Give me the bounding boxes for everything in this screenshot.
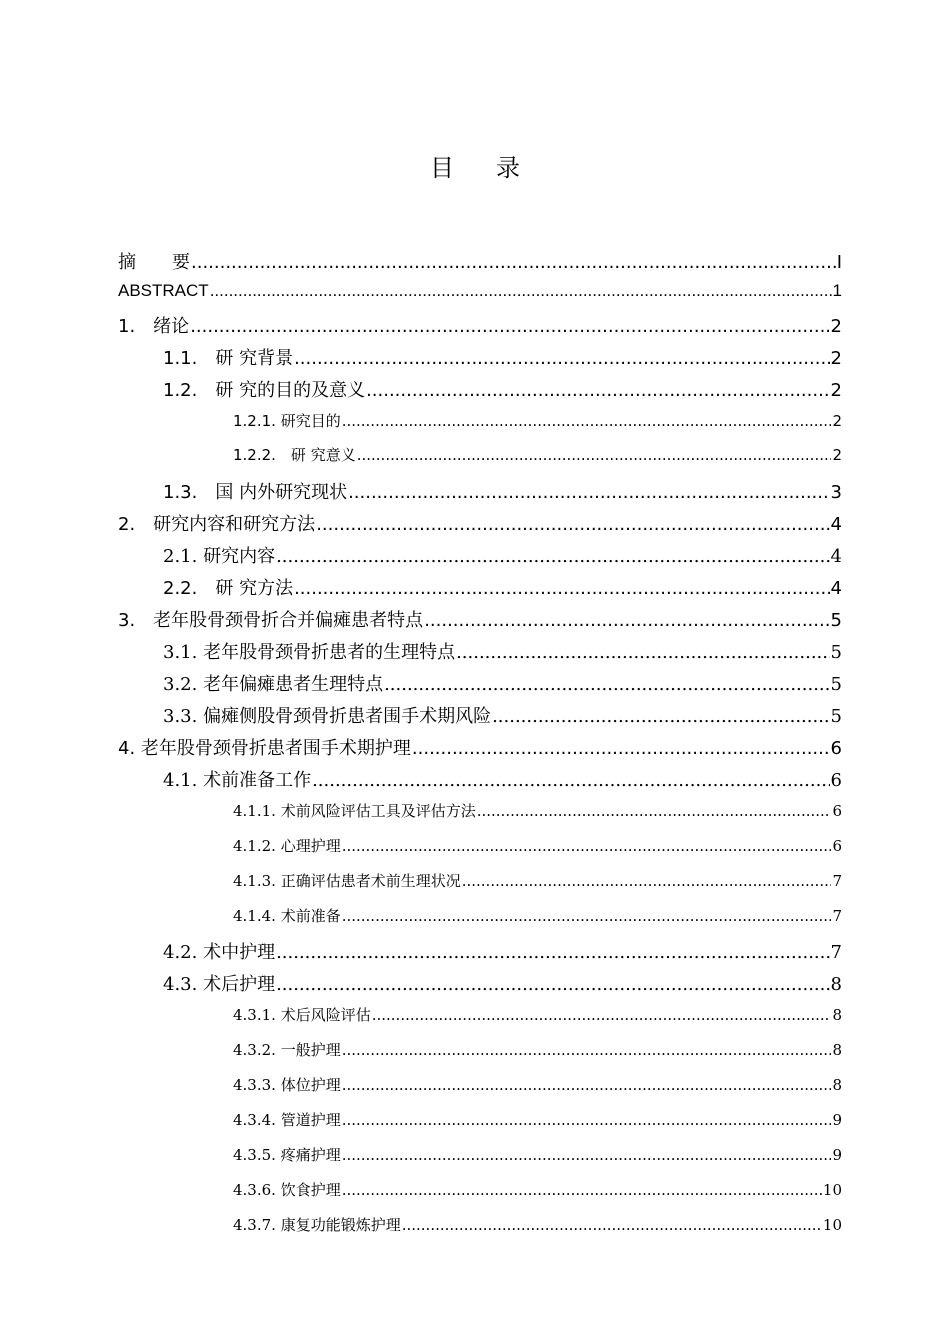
toc-entry[interactable] bbox=[0, 281, 842, 301]
toc-label: 3. 老年股骨颈骨折合并偏瘫患者特点 bbox=[118, 610, 424, 631]
toc-page: 5 bbox=[830, 642, 842, 663]
toc-page: 4 bbox=[830, 514, 842, 535]
toc-label: 4.2. 术中护理 bbox=[163, 942, 276, 963]
toc-entry[interactable] bbox=[0, 766, 842, 792]
toc-page: 10 bbox=[822, 1181, 842, 1199]
toc-label: 4.1. 术前准备工作 bbox=[163, 770, 312, 791]
toc-entry[interactable] bbox=[0, 1004, 842, 1025]
toc-entry[interactable] bbox=[0, 478, 842, 504]
toc-entry[interactable] bbox=[0, 444, 842, 465]
toc-page: 6 bbox=[832, 802, 842, 820]
toc-label: 摘 要 bbox=[118, 252, 190, 273]
toc-entry[interactable] bbox=[0, 1179, 842, 1200]
toc-label: 4. 老年股骨颈骨折患者围手术期护理 bbox=[118, 738, 411, 759]
toc-label: 3.3. 偏瘫侧股骨颈骨折患者围手术期风险 bbox=[163, 706, 492, 727]
toc-leader bbox=[294, 348, 829, 369]
toc-page: 7 bbox=[830, 942, 842, 963]
toc-page: 1 bbox=[832, 281, 842, 300]
toc-leader bbox=[342, 1181, 822, 1199]
toc-entry[interactable] bbox=[0, 702, 842, 728]
toc-label: 4.1.1. 术前风险评估工具及评估方法 bbox=[233, 802, 476, 820]
toc-leader bbox=[342, 1076, 832, 1094]
toc-page: 8 bbox=[830, 974, 842, 995]
toc-page: 8 bbox=[832, 1006, 842, 1024]
title-char-2: 录 bbox=[496, 154, 520, 182]
toc-page: 6 bbox=[830, 738, 842, 759]
toc-leader bbox=[294, 578, 829, 599]
toc-entry[interactable] bbox=[0, 734, 842, 760]
toc-page: 6 bbox=[832, 837, 842, 855]
toc-page: 3 bbox=[830, 482, 842, 503]
toc-leader bbox=[372, 1006, 832, 1024]
toc-leader bbox=[456, 642, 829, 663]
toc-entry[interactable] bbox=[0, 970, 842, 996]
toc-entry[interactable] bbox=[0, 606, 842, 632]
toc-entry[interactable] bbox=[0, 1144, 842, 1165]
toc-leader bbox=[276, 974, 829, 995]
toc-leader bbox=[462, 872, 832, 890]
toc-page: 2 bbox=[832, 412, 842, 430]
toc-label: 2.1. 研究内容 bbox=[163, 546, 276, 567]
toc-leader bbox=[348, 482, 829, 503]
toc-leader bbox=[342, 1146, 832, 1164]
toc-leader bbox=[276, 942, 829, 963]
toc-label: 4.3.3. 体位护理 bbox=[233, 1076, 341, 1094]
toc-label: 4.1.3. 正确评估患者术前生理状况 bbox=[233, 872, 461, 890]
toc-leader bbox=[342, 907, 832, 925]
toc-leader bbox=[312, 770, 829, 791]
toc-leader bbox=[191, 252, 836, 273]
toc-entry[interactable] bbox=[0, 1074, 842, 1095]
toc-entry[interactable] bbox=[0, 312, 842, 338]
toc-label: 4.3.2. 一般护理 bbox=[233, 1041, 341, 1059]
toc-page: 9 bbox=[832, 1146, 842, 1164]
toc-entry[interactable] bbox=[0, 1039, 842, 1060]
toc-page: 4 bbox=[830, 546, 842, 567]
toc-label: 4.3. 术后护理 bbox=[163, 974, 276, 995]
toc-page: 4 bbox=[830, 578, 842, 599]
toc-entry[interactable] bbox=[0, 870, 842, 891]
toc-leader bbox=[342, 1041, 832, 1059]
toc-label: 4.3.7. 康复功能锻炼护理 bbox=[233, 1216, 401, 1234]
toc-entry[interactable] bbox=[0, 542, 842, 568]
toc-entry[interactable] bbox=[0, 638, 842, 664]
toc-page: 2 bbox=[830, 380, 842, 401]
toc-entry[interactable] bbox=[0, 410, 842, 431]
toc-leader bbox=[366, 380, 829, 401]
toc-leader bbox=[276, 546, 829, 567]
toc-leader bbox=[492, 706, 829, 727]
toc-label: 4.1.2. 心理护理 bbox=[233, 837, 341, 855]
toc-entry[interactable] bbox=[0, 344, 842, 370]
toc-entry[interactable] bbox=[0, 248, 842, 274]
toc-page: 7 bbox=[832, 872, 842, 890]
toc-label: 3.1. 老年股骨颈骨折患者的生理特点 bbox=[163, 642, 456, 663]
toc-label: 1.2.1. 研究目的 bbox=[233, 412, 341, 430]
toc-page: 10 bbox=[822, 1216, 842, 1234]
toc-entry[interactable] bbox=[0, 510, 842, 536]
toc-page: 2 bbox=[830, 316, 842, 337]
toc-label: ABSTRACT bbox=[118, 281, 209, 300]
toc-label: 1.2. 研 究的目的及意义 bbox=[163, 380, 366, 401]
toc-entry[interactable] bbox=[0, 574, 842, 600]
toc-entry[interactable] bbox=[0, 376, 842, 402]
toc-leader bbox=[402, 1216, 822, 1234]
toc-page: I bbox=[836, 252, 842, 273]
toc-label: 3.2. 老年偏瘫患者生理特点 bbox=[163, 674, 384, 695]
toc-page: 5 bbox=[830, 706, 842, 727]
toc-leader bbox=[342, 412, 832, 430]
toc-page: 5 bbox=[830, 674, 842, 695]
toc-entry[interactable] bbox=[0, 1109, 842, 1130]
toc-label: 1. 绪论 bbox=[118, 316, 190, 337]
toc-page: 5 bbox=[830, 610, 842, 631]
toc-page: 2 bbox=[830, 348, 842, 369]
toc-leader bbox=[190, 316, 829, 337]
toc-entry[interactable] bbox=[0, 1214, 842, 1235]
toc-label: 1.3. 国 内外研究现状 bbox=[163, 482, 348, 503]
toc-page: 6 bbox=[830, 770, 842, 791]
toc-entry[interactable] bbox=[0, 938, 842, 964]
toc-leader bbox=[210, 281, 832, 301]
toc-page: 9 bbox=[832, 1111, 842, 1129]
toc-label: 2. 研究内容和研究方法 bbox=[118, 514, 316, 535]
toc-leader bbox=[384, 674, 829, 695]
toc-page: 8 bbox=[832, 1076, 842, 1094]
toc-leader bbox=[424, 610, 829, 631]
toc-leader bbox=[357, 446, 832, 464]
toc-label: 1.1. 研 究背景 bbox=[163, 348, 294, 369]
toc-leader bbox=[412, 738, 830, 759]
toc-page: 2 bbox=[832, 446, 842, 464]
toc-label: 1.2.2. 研 究意义 bbox=[233, 446, 356, 464]
toc-label: 4.3.6. 饮食护理 bbox=[233, 1181, 341, 1199]
toc-label: 4.1.4. 术前准备 bbox=[233, 907, 341, 925]
title-char-1: 目 bbox=[430, 154, 454, 182]
toc-leader bbox=[477, 802, 832, 820]
toc-leader bbox=[342, 837, 832, 855]
toc-leader bbox=[342, 1111, 832, 1129]
toc-page: 7 bbox=[832, 907, 842, 925]
toc-entry[interactable] bbox=[0, 835, 842, 856]
toc-label: 4.3.4. 管道护理 bbox=[233, 1111, 341, 1129]
toc-entry[interactable] bbox=[0, 670, 842, 696]
toc-page: 8 bbox=[832, 1041, 842, 1059]
toc-label: 2.2. 研 究方法 bbox=[163, 578, 294, 599]
toc-label: 4.3.1. 术后风险评估 bbox=[233, 1006, 371, 1024]
toc-entry[interactable] bbox=[0, 800, 842, 821]
toc-leader bbox=[316, 514, 829, 535]
toc-entry[interactable] bbox=[0, 905, 842, 926]
toc-label: 4.3.5. 疼痛护理 bbox=[233, 1146, 341, 1164]
